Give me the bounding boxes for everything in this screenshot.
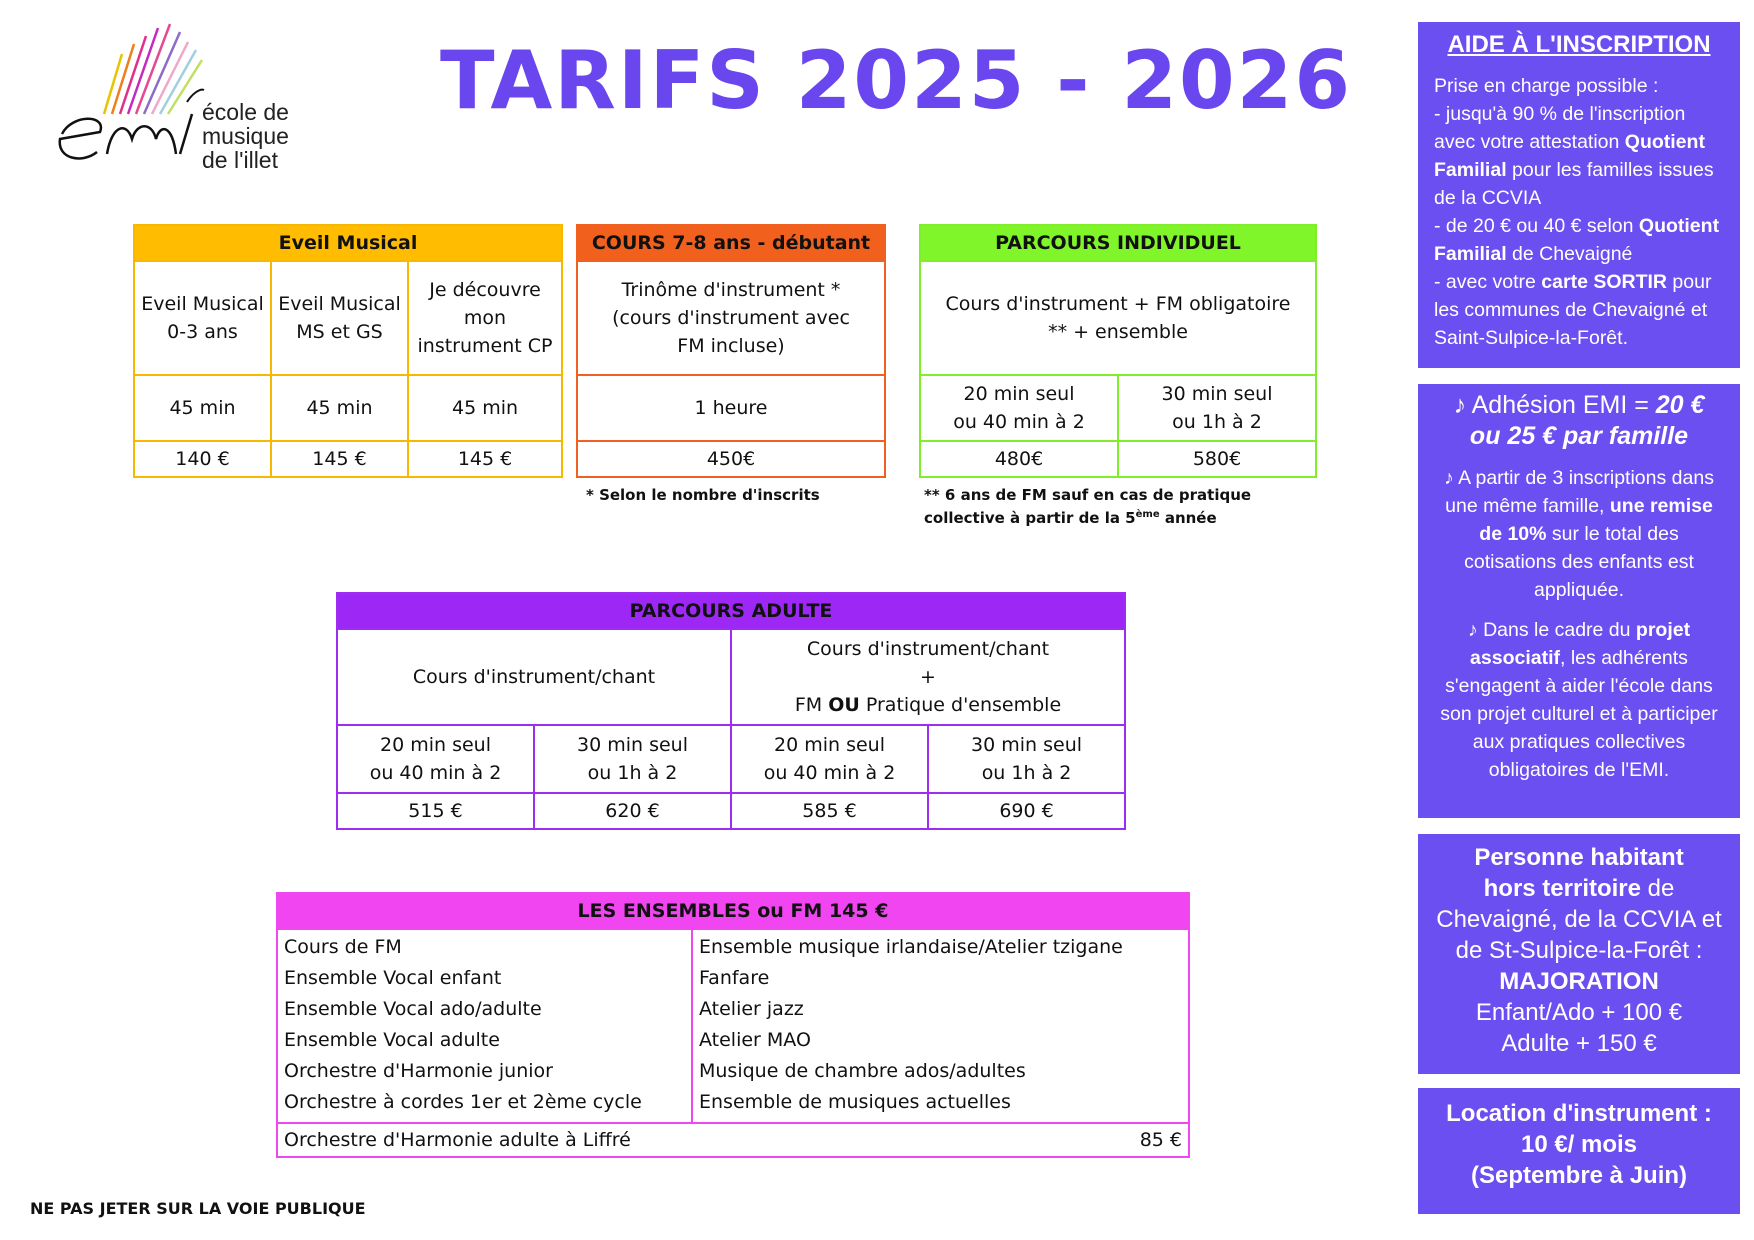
adulte-price: 515 € [337,793,534,829]
eveil-duration: 45 min [408,375,562,441]
note-sup: ème [1135,509,1160,520]
duration-line: 30 min seul [577,734,688,756]
individuel-header: PARCOURS INDIVIDUEL [920,225,1316,261]
hors-line: Adulte + 150 € [1501,1030,1657,1057]
adulte-group [731,629,1125,725]
adulte-header: PARCOURS ADULTE [337,593,1125,629]
duration-line: 20 min seul [380,734,491,756]
aide-bold: Quotient Familial [1434,215,1720,265]
aide-body [1434,72,1724,352]
ensemble-item: Orchestre à cordes 1er et 2ème cycle [284,1091,642,1113]
individuel-price: 580€ [1118,441,1316,477]
ensembles-left-list [277,929,692,1123]
adulte-duration [337,725,534,793]
cours-desc: Trinôme d'instrument * (cours d'instrument avec FM incluse) [577,261,885,375]
group-bold: OU [828,694,860,716]
ensemble-item: Ensemble musique irlandaise/Atelier tzigane [699,936,1123,958]
eveil-price: 145 € [271,441,408,477]
hors-line: Personne habitant [1474,844,1684,871]
adulte-price: 690 € [928,793,1125,829]
logo-text [202,100,289,172]
ensemble-item: Ensemble Vocal adulte [284,1029,500,1051]
ensemble-item: Ensemble de musiques actuelles [699,1091,1011,1113]
logo-line: musique [202,123,289,149]
ensemble-item: Orchestre d'Harmonie junior [284,1060,553,1082]
ensembles-footer-label: Orchestre d'Harmonie adulte à Liffré [284,1129,631,1151]
footer-notice: NE PAS JETER SUR LA VOIE PUBLIQUE [30,1199,366,1218]
duration-line: 20 min seul [774,734,885,756]
note-line [924,505,1251,528]
eveil-price: 145 € [408,441,562,477]
adhesion-bold: projet associatif [1470,619,1691,669]
duration-line: 20 min seul [963,383,1075,405]
hors-line: Enfant/Ado + 100 € [1475,999,1683,1026]
eveil-col-name: Eveil Musical MS et GS [271,261,408,375]
hors-bold: hors territoire [1483,875,1641,902]
hors-majoration: MAJORATION [1499,968,1659,995]
location-line: Location d'instrument : [1446,1100,1712,1127]
ensembles-footer-price: 85 € [1139,1129,1182,1151]
duration-line: 30 min seul [1161,383,1273,405]
eveil-price: 140 € [134,441,271,477]
eveil-col-name: Eveil Musical 0-3 ans [134,261,271,375]
cours-header: COURS 7-8 ans - débutant [577,225,885,261]
duration-line: ou 40 min à 2 [763,762,896,784]
individuel-table [919,224,1317,478]
adulte-duration [731,725,928,793]
adulte-table [336,592,1126,830]
individuel-price: 480€ [920,441,1118,477]
aide-intro: Prise en charge possible : [1434,75,1659,97]
hors-line: Chevaigné, de la CCVIA et de St-Sulpice-la-Forêt : [1436,906,1722,964]
eveil-header: Eveil Musical [134,225,562,261]
duration-line: ou 40 min à 2 [953,411,1085,433]
aide-bullet [1434,268,1724,352]
aide-bold: Quotient Familial [1434,131,1705,181]
group-line [738,691,1118,719]
adhesion-box [1418,384,1740,818]
ensemble-item: Cours de FM [284,936,402,958]
adhesion-headline [1432,390,1726,452]
group-line: + [920,666,936,688]
logo-line: école de [202,99,289,125]
cours-price: 450€ [577,441,885,477]
cours-note: * Selon le nombre d'inscrits [586,486,820,504]
adhesion-bold: une remise de 10% [1479,495,1713,545]
group-text: FM [794,694,829,716]
eveil-col-name: Je découvre mon instrument CP [408,261,562,375]
adulte-group: Cours d'instrument/chant [337,629,731,725]
cours-duration: 1 heure [577,375,885,441]
adulte-duration [534,725,731,793]
emi-logo [52,14,352,184]
eveil-duration: 45 min [134,375,271,441]
adhesion-text: sur le total des cotisations des enfants est appliquée. [1464,523,1694,601]
note-line: ** 6 ans de FM sauf en cas de pratique [924,486,1252,504]
adhesion-para [1432,464,1726,604]
aide-text: pour les communes de Chevaigné et Saint-Sulpice-la-Forêt. [1434,271,1712,349]
individuel-desc: Cours d'instrument + FM obligatoire ** + ensemble [920,261,1316,375]
hors-text: de [1641,875,1675,902]
aide-text: - jusqu'à 90 % de l'inscription avec votre attestation [1434,103,1686,153]
individuel-duration [920,375,1118,441]
aide-bullet [1434,212,1724,268]
cours-table [576,224,886,478]
hors-line [1432,873,1726,904]
adhesion-text: ♪ Dans le cadre du [1467,619,1636,641]
adhesion-text: ♪ Adhésion EMI = [1453,391,1656,419]
aide-text: - avec votre [1434,271,1542,293]
adhesion-para [1432,616,1726,784]
ensembles-right-list [692,929,1189,1123]
adhesion-text: , les adhérents s'engagent à aider l'école dans son projet culturel et à participer aux pratiques collectives obligatoires de l'EMI. [1440,647,1718,781]
aide-bullet [1434,100,1724,212]
duration-line: 30 min seul [971,734,1083,756]
adhesion-text: ♪ A partir de 3 inscriptions dans une même famille, [1444,467,1714,517]
individuel-note [924,485,1251,528]
logo-line: de l'illet [202,147,278,173]
aide-text: de Chevaigné [1506,243,1633,265]
note-text: collective à partir de la 5 [924,509,1136,527]
aide-box [1418,22,1740,368]
hors-territoire-box [1418,834,1740,1074]
ensembles-header: LES ENSEMBLES ou FM 145 € [277,893,1189,929]
location-line: (Septembre à Juin) [1470,1162,1688,1189]
group-line: Cours d'instrument/chant [806,638,1050,660]
adulte-price: 585 € [731,793,928,829]
adhesion-bold: ou 25 € par famille [1469,422,1689,450]
location-box [1418,1088,1740,1214]
duration-line: ou 1h à 2 [981,762,1072,784]
ensembles-footer-row [277,1123,1189,1157]
eveil-duration: 45 min [271,375,408,441]
aide-text: pour les familles issues de la CCVIA [1434,159,1714,209]
page-title: TARIFS 2025 - 2026 [440,34,1352,127]
eveil-table [133,224,563,478]
individuel-duration [1118,375,1316,441]
ensemble-item: Atelier jazz [699,998,804,1020]
duration-line: ou 1h à 2 [1172,411,1262,433]
adulte-duration [928,725,1125,793]
aide-title: AIDE À L'INSCRIPTION [1447,31,1711,58]
note-text: année [1159,509,1217,527]
duration-line: ou 1h à 2 [587,762,678,784]
location-line: 10 €/ mois [1520,1131,1638,1158]
ensemble-item: Atelier MAO [699,1029,811,1051]
ensemble-item: Musique de chambre ados/adultes [699,1060,1026,1082]
ensemble-item: Fanfare [699,967,770,989]
aide-text: - de 20 € ou 40 € selon [1434,215,1639,237]
ensembles-table [276,892,1190,1158]
duration-line: ou 40 min à 2 [369,762,502,784]
adulte-price: 620 € [534,793,731,829]
aide-bold: carte SORTIR [1541,271,1667,293]
adhesion-bold: 20 € [1655,391,1705,419]
group-text: Pratique d'ensemble [859,694,1062,716]
ensemble-item: Ensemble Vocal enfant [284,967,502,989]
ensemble-item: Ensemble Vocal ado/adulte [284,998,542,1020]
